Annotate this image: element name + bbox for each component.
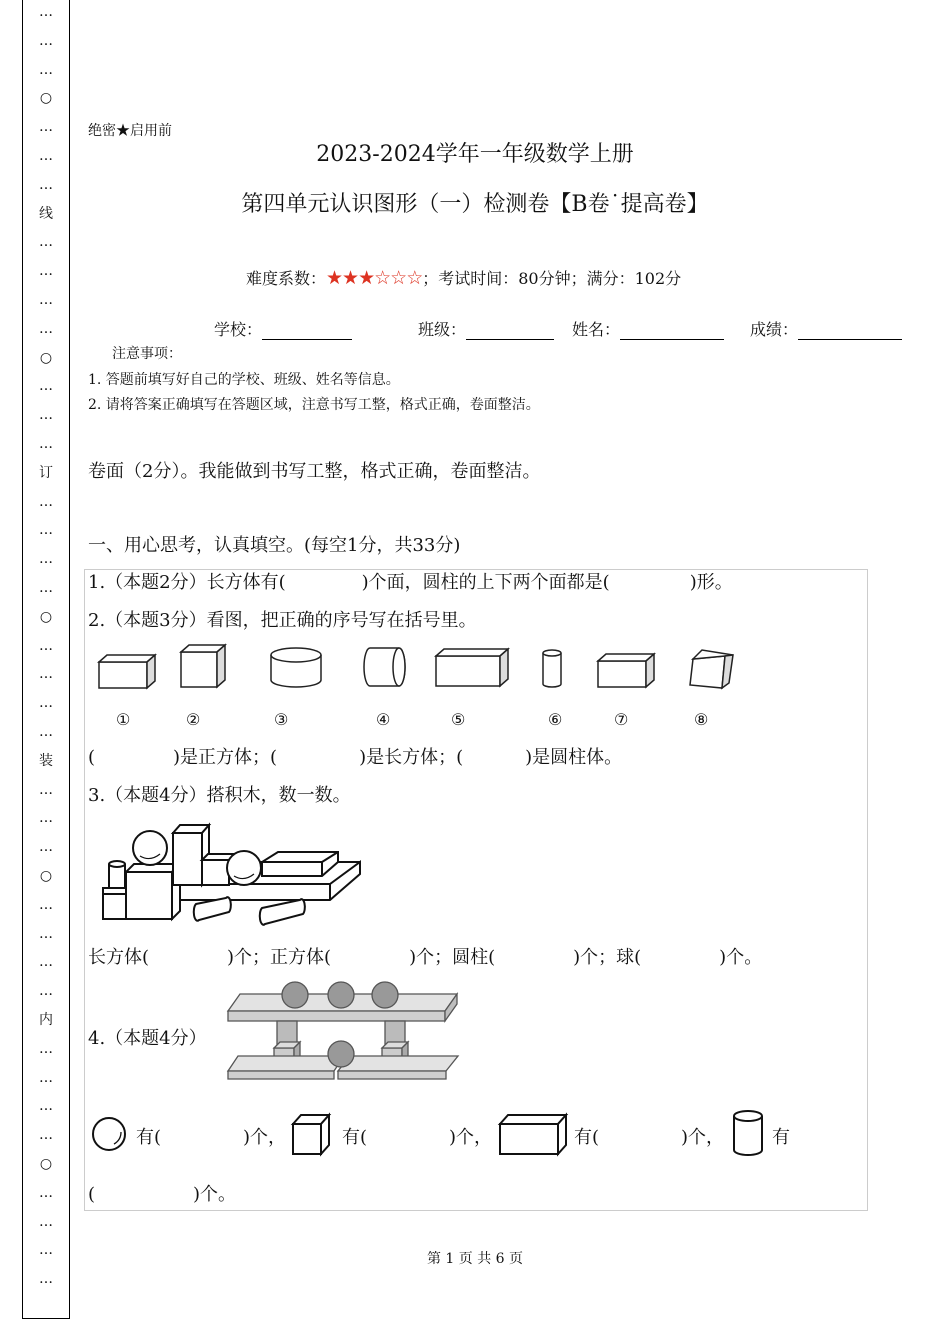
q4-cylinder-count <box>88 1180 236 1206</box>
binding-mark: … <box>39 263 53 280</box>
binding-mark: … <box>39 695 53 712</box>
binding-mark: … <box>39 4 53 20</box>
page-footer: 第 1 页 共 6 页 <box>426 1251 524 1267</box>
cylinder-icon <box>734 1111 762 1155</box>
binding-mark: … <box>39 407 53 424</box>
exam-info: ；考试时间：80分钟；满分：102分 <box>422 269 682 288</box>
note-item: 1. 答题前填写好自己的学校、班级、姓名等信息。 <box>88 372 400 388</box>
shape-label: ④ <box>376 710 391 729</box>
shape-label: ⑥ <box>548 710 563 729</box>
q1-part: 1.（本题2分）长方体有( <box>88 572 286 593</box>
q4-cube-count <box>342 1123 492 1149</box>
binding-mark: … <box>39 522 53 539</box>
binding-mark: … <box>39 436 53 452</box>
binding-mark: … <box>39 32 53 49</box>
q2-part: ( <box>88 747 96 768</box>
binding-mark: … <box>39 1127 53 1144</box>
binding-mark: … <box>39 1069 53 1086</box>
binding-mark: … <box>39 896 53 913</box>
q2-part: )是长方体；( <box>359 747 464 768</box>
q4-part: )个， <box>243 1127 287 1148</box>
q1-part: )个面，圆柱的上下两个面都是( <box>361 572 610 593</box>
binding-mark: … <box>39 839 53 856</box>
binding-mark: … <box>39 493 53 510</box>
q2-part: )是圆柱体。 <box>525 747 623 768</box>
binding-mark: ○ <box>39 608 53 625</box>
binding-mark: … <box>39 1098 53 1115</box>
q3-part: )个；圆柱( <box>409 947 496 968</box>
notes-heading: 注意事项： <box>112 346 182 362</box>
school-label: 学校： <box>214 320 263 339</box>
binding-mark: … <box>39 637 53 654</box>
binding-mark: 线 <box>39 205 53 222</box>
q4-part: )个， <box>681 1127 725 1148</box>
binding-mark: 装 <box>39 752 53 769</box>
binding-mark: … <box>39 810 53 827</box>
binding-mark: … <box>39 148 53 164</box>
difficulty-label: 难度系数： <box>246 269 327 288</box>
binding-mark: … <box>39 925 53 942</box>
binding-mark: … <box>39 378 53 395</box>
note-item: 2. 请将答案正确填写在答题区域，注意书写工整，格式正确，卷面整洁。 <box>88 397 540 413</box>
binding-mark: … <box>39 1184 53 1201</box>
q4-part: 有( <box>574 1127 600 1148</box>
binding-mark: … <box>39 781 53 798</box>
star-empty-icon: ☆☆☆ <box>374 267 423 289</box>
score-label: 成绩： <box>750 320 799 339</box>
binding-mark: … <box>39 176 53 193</box>
binding-mark: ○ <box>39 868 53 884</box>
q1-part: )形。 <box>689 572 733 593</box>
neatness-text: 卷面（2分）。我能做到书写工整，格式正确，卷面整洁。 <box>88 461 541 482</box>
q4-part: 有( <box>342 1127 368 1148</box>
binding-mark: 订 <box>39 464 53 481</box>
secret-label: 绝密★启用前 <box>88 123 172 139</box>
binding-mark: … <box>39 954 53 971</box>
binding-mark: … <box>39 666 53 683</box>
name-label: 姓名： <box>572 320 621 339</box>
binding-mark: … <box>39 320 53 337</box>
q4-ball-count <box>136 1123 286 1149</box>
page-subtitle: 第四单元认识图形（一）检测卷【B卷˙提高卷】 <box>241 192 709 217</box>
binding-mark: … <box>39 580 53 596</box>
binding-mark: … <box>39 61 53 78</box>
binding-mark: ○ <box>39 1156 53 1172</box>
binding-mark: … <box>39 119 53 136</box>
q3-part: )个。 <box>719 947 763 968</box>
shape-label: ② <box>186 710 201 729</box>
binding-mark: … <box>39 1242 53 1259</box>
cube-icon <box>293 1115 329 1154</box>
binding-mark: … <box>39 234 53 251</box>
shape-label: ① <box>116 710 131 729</box>
binding-mark: … <box>39 1213 53 1230</box>
binding-mark: … <box>39 724 53 740</box>
section-heading: 一、用心思考，认真填空。(每空1分，共33分) <box>88 535 461 556</box>
q4-part: )个， <box>449 1127 493 1148</box>
q4-cuboid-count <box>574 1123 724 1149</box>
q3-part: 长方体( <box>88 947 150 968</box>
page-title: 2023-2024学年一年级数学上册 <box>316 142 634 167</box>
q3-part: )个；球( <box>573 947 642 968</box>
shape-label: ⑤ <box>451 710 466 729</box>
binding-mark: 内 <box>39 1012 53 1028</box>
q4-part: )个。 <box>193 1184 237 1205</box>
class-label: 班级： <box>418 320 467 339</box>
shape-label: ③ <box>274 710 289 729</box>
q4-part: 有 <box>772 1127 790 1148</box>
q4-part: ( <box>88 1184 96 1205</box>
question-4: 4.（本题4分） <box>88 1028 207 1049</box>
binding-mark: … <box>39 1040 53 1057</box>
q3-part: )个；正方体( <box>227 947 332 968</box>
binding-mark: … <box>39 1271 53 1288</box>
cuboid-icon <box>500 1115 566 1154</box>
shape-label: ⑦ <box>614 710 629 729</box>
binding-mark: … <box>39 292 53 308</box>
binding-mark: ○ <box>39 349 53 366</box>
shape-label: ⑧ <box>694 710 709 729</box>
q4-part: 有( <box>136 1127 162 1148</box>
binding-mark: ○ <box>39 90 53 107</box>
binding-mark: … <box>39 551 53 568</box>
question-3: 3.（本题4分）搭积木，数一数。 <box>88 785 351 806</box>
q2-part: )是正方体；( <box>173 747 278 768</box>
question-2: 2.（本题3分）看图，把正确的序号写在括号里。 <box>88 610 477 631</box>
ball-icon <box>93 1118 125 1150</box>
binding-mark: … <box>39 983 53 1000</box>
star-filled-icon: ★★★ <box>326 267 375 289</box>
